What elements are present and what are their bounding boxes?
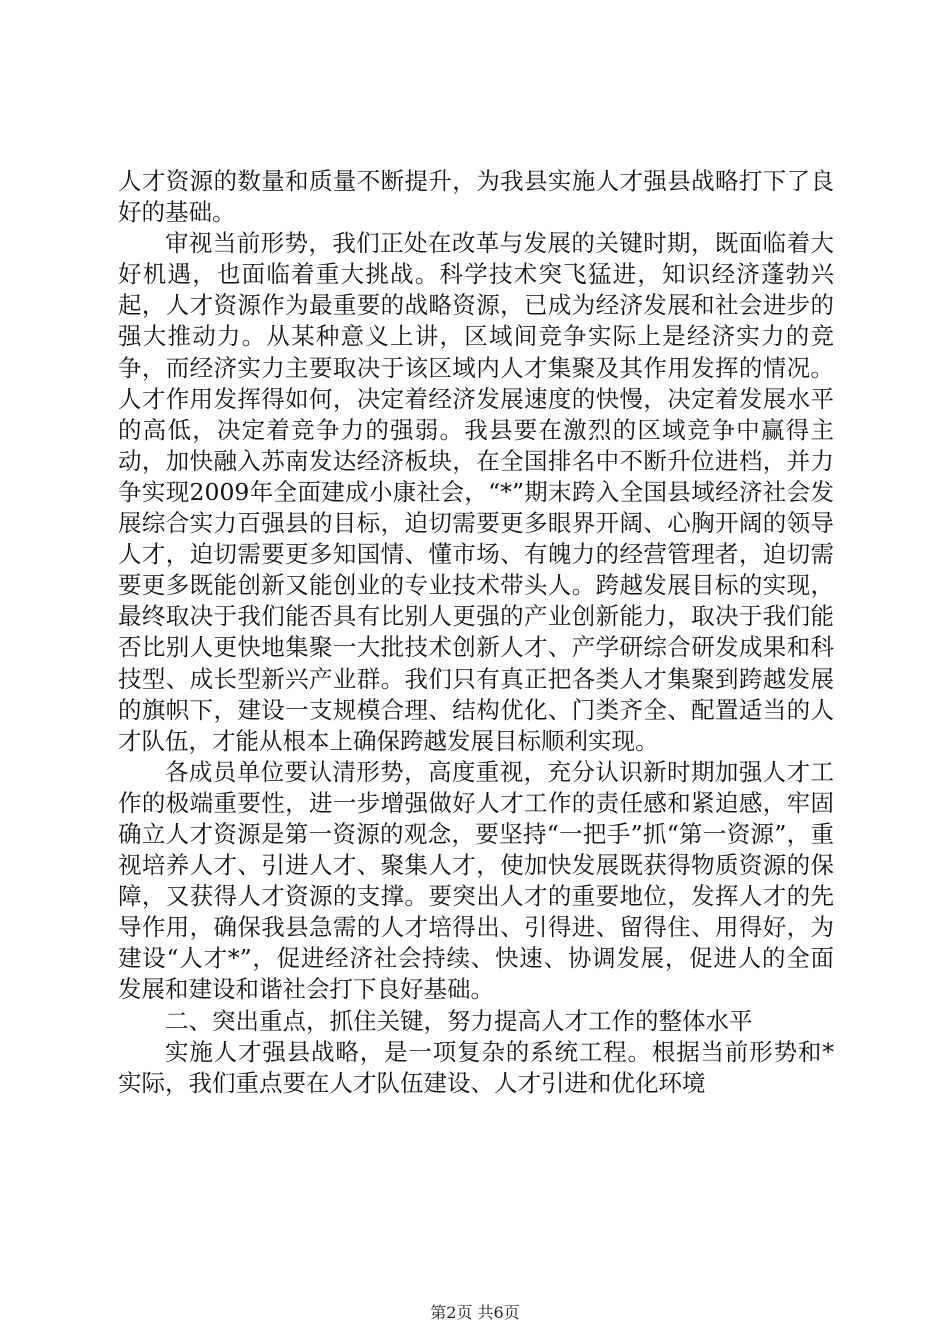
document-body [118,166,834,1099]
paragraph-units: 各成员单位要认清形势，高度重视，充分认识新时期加强人才工作的极端重要性，进一步增强做好人才工作的责任感和紧迫感，牢固确立人才资源是第一资源的观念，要坚持“一把手”抓“第一资源”，重视培养人才、引进人才、聚集人才，使加快发展既获得物质资源的保障，又获得人才资源的支撑。要突出人才的重要地位，发挥人才的先导作用，确保我县急需的人才培得出、引得进、留得住、用得好，为建设“人才*”，促进经济社会持续、快速、协调发展，促进人的全面发展和建设和谐社会打下良好基础。 [118,757,834,1004]
section-heading: 二、突出重点，抓住关键，努力提高人才工作的整体水平 [165,1006,753,1035]
paragraph-continued: 人才资源的数量和质量不断提升，为我县实施人才强县战略打下了良好的基础。 [118,167,834,227]
page-footer: 第2页 共6页 [430,1303,520,1322]
paragraph-strategy: 实施人才强县战略，是一项复杂的系统工程。根据当前形势和*实际，我们重点要在人才队伍建设、人才引进和优化环境 [118,1037,834,1097]
paragraph-situation: 审视当前形势，我们正处在改革与发展的关键时期，既面临着大好机遇，也面临着重大挑战。科学技术突飞猛进，知识经济蓬勃兴起，人才资源作为最重要的战略资源，已成为经济发展和社会进步的强大推动力。从某种意义上讲，区域间竞争实际上是经济实力的竞争，而经济实力主要取决于该区域内人才集聚及其作用发挥的情况。人才作用发挥得如何，决定着经济发展速度的快慢，决定着发展水平的高低，决定着竞争力的强弱。我县要在激烈的区域竞争中赢得主动，加快融入苏南发达经济板块，在全国排名中不断升位进档，并力争实现2009年全面建成小康社会，“*”期末跨入全国县域经济社会发展综合实力百强县的目标，迫切需要更多眼界开阔、心胸开阔的领导人才，迫切需要更多知国情、懂市场、有魄力的经营管理者，迫切需要更多既能创新又能创业的专业技术带头人。跨越发展目标的实现，最终取决于我们能否具有比别人更强的产业创新能力，取决于我们能否比别人更快地集聚一大批技术创新人才、产学研综合研发成果和科技型、成长型新兴产业群。我们只有真正把各类人才集聚到跨越发展的旗帜下，建设一支规模合理、结构优化、门类齐全、配置适当的人才队伍，才能从根本上确保跨越发展目标顺利实现。 [118,229,834,755]
